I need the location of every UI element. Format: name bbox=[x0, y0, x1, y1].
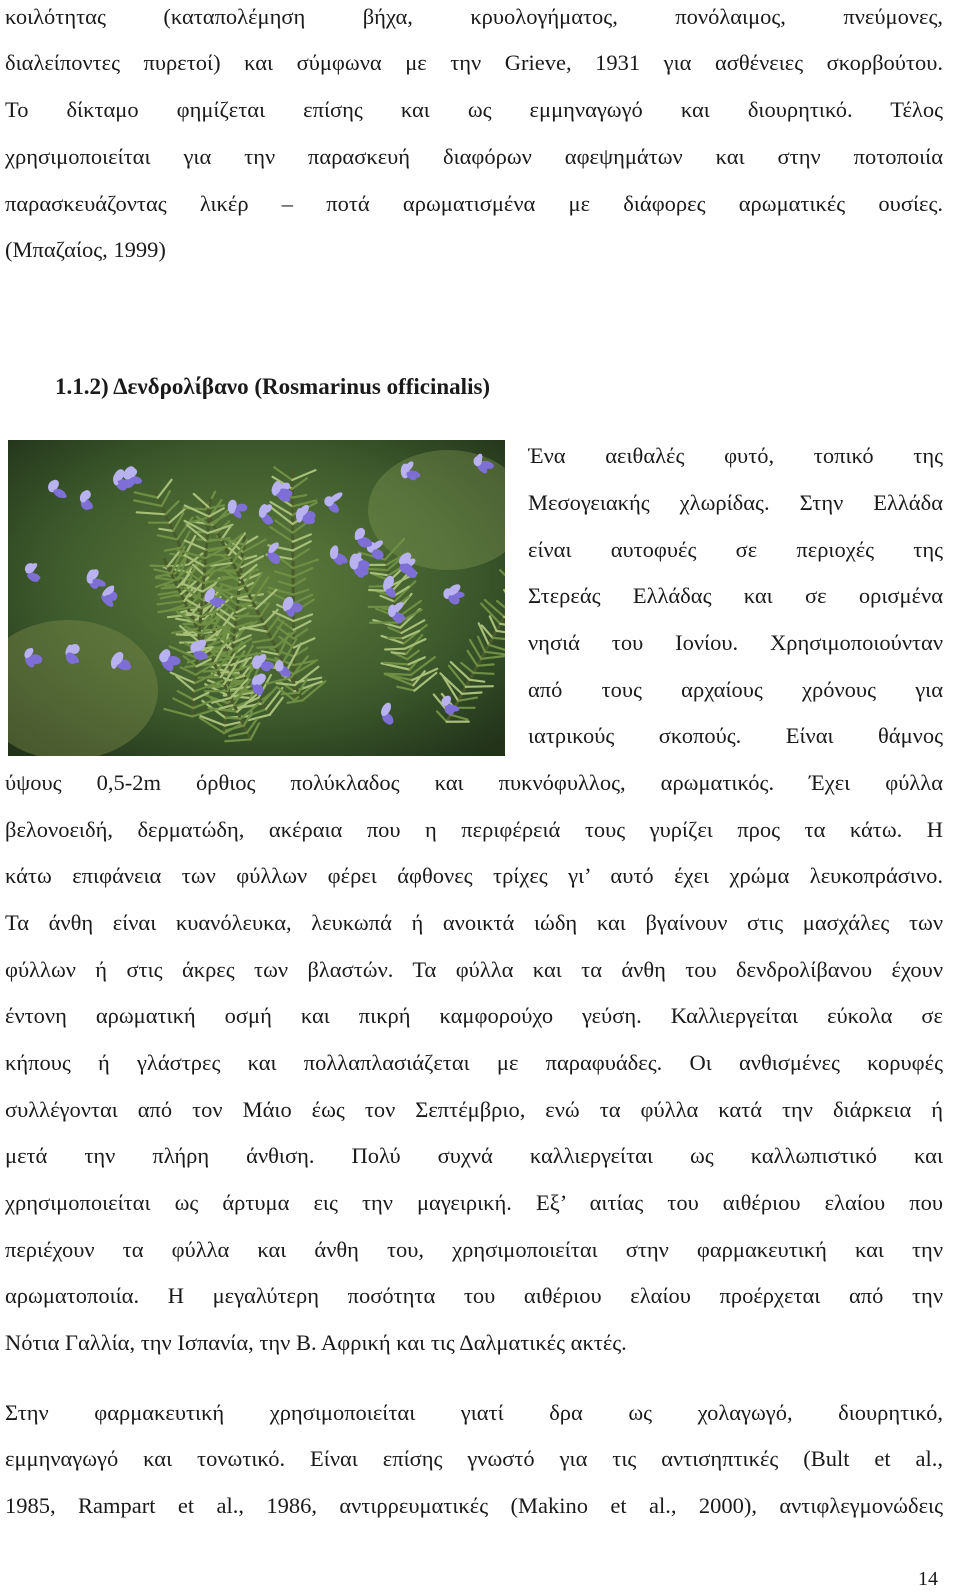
text-line: (Μπαζαίος, 1999) bbox=[5, 237, 166, 262]
text-line: Το δίκταμο φημίζεται επίσης και ως εμμηναγωγό και διουρητικό. Τέλος bbox=[5, 97, 943, 122]
text-line: διαλείποντες πυρετοί) και σύμφωνα με την Grieve, 1931 για ασθένειες σκορβούτου. bbox=[5, 50, 943, 75]
rosemary-photo bbox=[8, 440, 505, 756]
text-line: κοιλότητας (καταπολέμηση βήχα, κρυολογήματος, πονόλαιμος, πνεύμονες, bbox=[5, 4, 943, 29]
text-line: Νότια Γαλλία, την Ισπανία, την Β. Αφρική και τις Δαλματικές ακτές. bbox=[5, 1330, 627, 1355]
text-line: Μεσογειακής χλωρίδας. Στην Ελλάδα bbox=[528, 490, 943, 515]
text-line: Τα άνθη είναι κυανόλευκα, λευκωπά ή ανοικτά ιώδη και βγαίνουν στις μασχάλες των bbox=[5, 910, 943, 935]
text-line: κάτω επιφάνεια των φύλλων φέρει άφθονες τρίχες γι’ αυτό έχει χρώμα λευκοπράσινο. bbox=[5, 863, 943, 888]
page-number: 14 bbox=[918, 1568, 938, 1590]
text-line: αρωματοποιία. Η μεγαλύτερη ποσότητα του αιθέριου ελαίου προέρχεται από την bbox=[5, 1283, 943, 1308]
rosemary-photo-icon bbox=[8, 440, 505, 756]
text-line: χρησιμοποιείται ως άρτυμα εις την μαγειρική. Εξ’ αιτίας του αιθέριου ελαίου που bbox=[5, 1190, 943, 1215]
text-line: από τους αρχαίους χρόνους για bbox=[528, 677, 943, 702]
section-heading: 1.1.2) Δενδρολίβανο (Rosmarinus officinalis) bbox=[55, 374, 491, 399]
text-line: ιατρικούς σκοπούς. Είναι θάμνος bbox=[528, 723, 943, 748]
text-line: έντονη αρωματική οσμή και πικρή καμφορούχο γεύση. Καλλιεργείται εύκολα σε bbox=[5, 1003, 943, 1028]
text-line: εμμηναγωγό και τονωτικό. Είναι επίσης γνωστό για τις αντισηπτικές (Bult et al., bbox=[5, 1446, 943, 1471]
text-line: περιέχουν τα φύλλα και άνθη του, χρησιμοποιείται στην φαρμακευτική και την bbox=[5, 1237, 943, 1262]
text-line: συλλέγονται από τον Μάιο έως τον Σεπτέμβριο, ενώ τα φύλλα κατά την διάρκεια ή bbox=[5, 1097, 943, 1122]
text-line: είναι αυτοφυές σε περιοχές της bbox=[528, 537, 943, 562]
text-line: Στερεάς Ελλάδας και σε ορισμένα bbox=[528, 583, 943, 608]
text-line: παρασκευάζοντας λικέρ – ποτά αρωματισμένα με διάφορες αρωματικές ουσίες. bbox=[5, 191, 943, 216]
text-line: χρησιμοποιείται για την παρασκευή διαφόρων αφεψημάτων και στην ποτοποιία bbox=[5, 144, 943, 169]
text-line: βελονοειδή, δερματώδη, ακέραια που η περιφέρειά τους γυρίζει προς τα κάτω. Η bbox=[5, 817, 943, 842]
text-line: 1985, Rampart et al., 1986, αντιρρευματικές (Makino et al., 2000), αντιφλεγμονώδεις bbox=[5, 1493, 943, 1518]
text-line: κήπους ή γλάστρες και πολλαπλασιάζεται με παραφυάδες. Οι ανθισμένες κορυφές bbox=[5, 1050, 943, 1075]
text-line: φύλλων ή στις άκρες των βλαστών. Τα φύλλα και τα άνθη του δενδρολίβανου έχουν bbox=[5, 957, 943, 982]
text-line: Ένα αειθαλές φυτό, τοπικό της bbox=[528, 443, 943, 468]
text-line: νησιά του Ιονίου. Χρησιμοποιούνταν bbox=[528, 630, 943, 655]
text-line: μετά την πλήρη άνθιση. Πολύ συχνά καλλιεργείται ως καλλωπιστικό και bbox=[5, 1143, 943, 1168]
text-line: ύψους 0,5-2m όρθιος πολύκλαδος και πυκνόφυλλος, αρωματικός. Έχει φύλλα bbox=[5, 770, 943, 795]
text-line: Στην φαρμακευτική χρησιμοποιείται γιατί δρα ως χολαγωγό, διουρητικό, bbox=[5, 1400, 943, 1425]
